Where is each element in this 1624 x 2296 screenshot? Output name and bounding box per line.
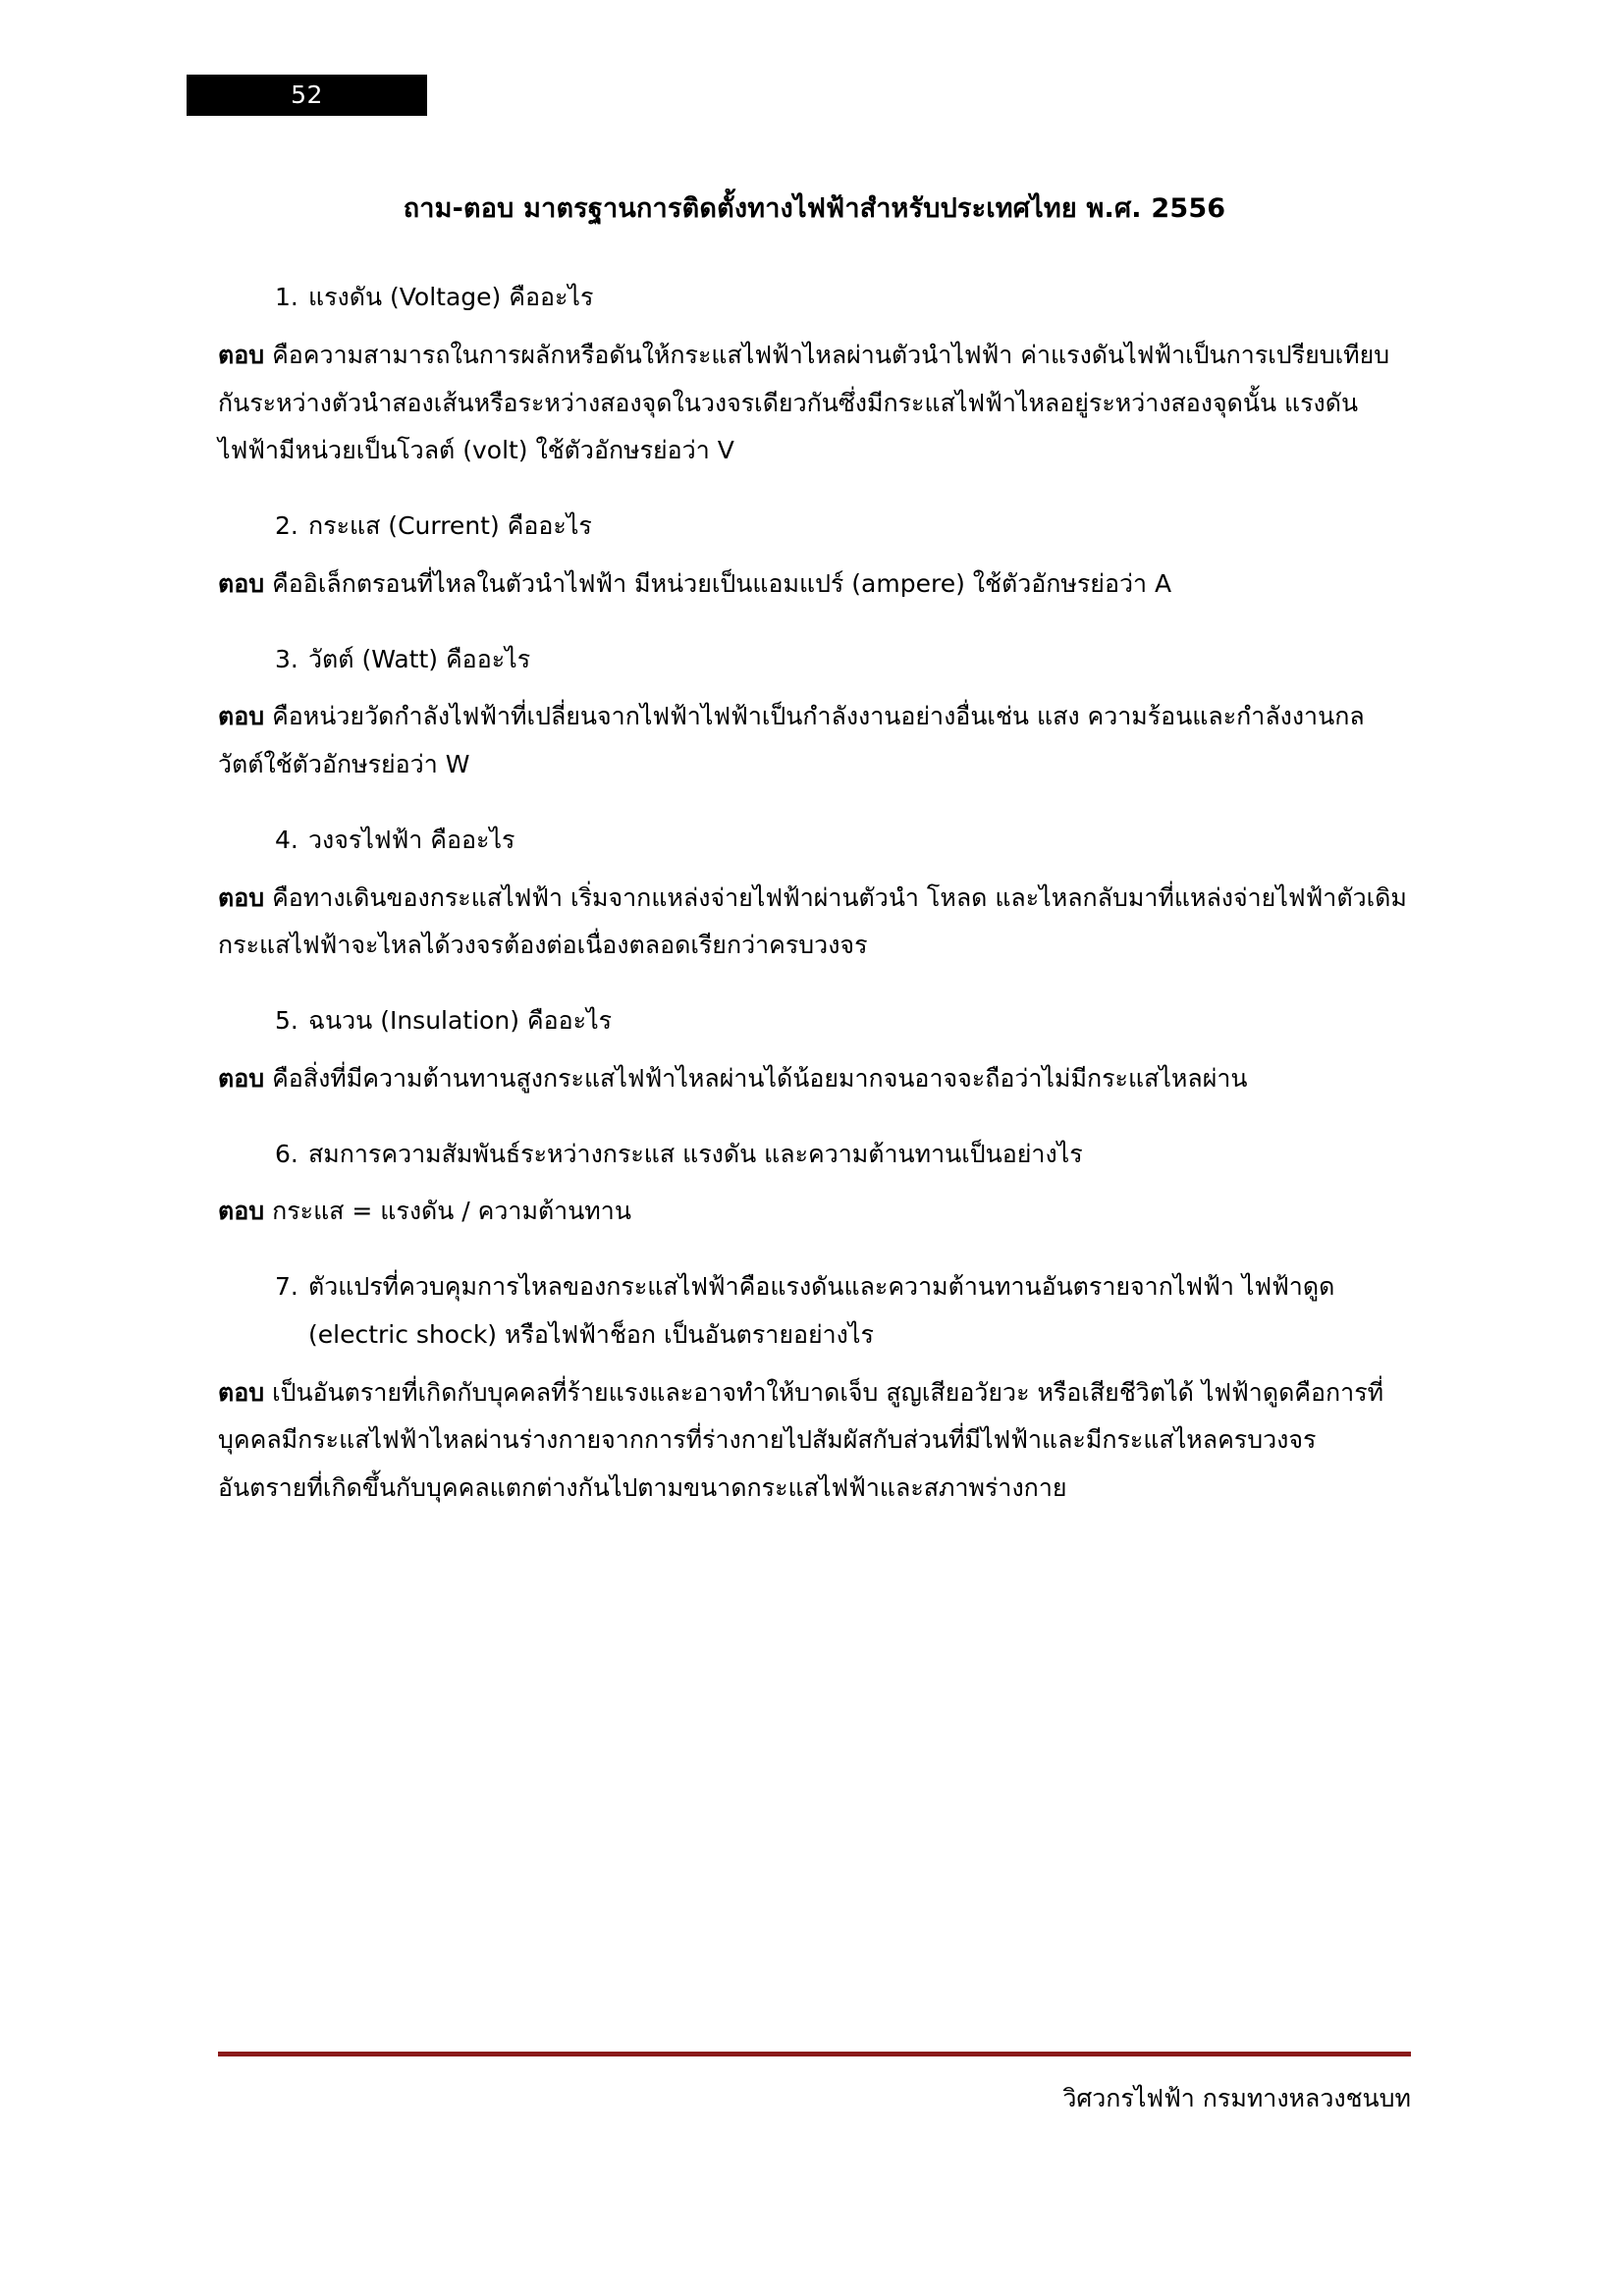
question-text: แรงดัน (Voltage) คืออะไร bbox=[308, 283, 594, 311]
footer-divider bbox=[218, 2052, 1411, 2056]
question-number: 2. bbox=[275, 511, 298, 540]
question-line bbox=[218, 1263, 1411, 1360]
page-title: ถาม-ตอบ มาตรฐานการติดตั้งทางไฟฟ้าสำหรับประเทศไทย พ.ศ. 2556 bbox=[403, 193, 1226, 224]
answer-paragraph bbox=[218, 1369, 1411, 1513]
question-text: ฉนวน (Insulation) คืออะไร bbox=[308, 1006, 613, 1035]
answer-text: กระแส = แรงดัน / ความต้านทาน bbox=[264, 1197, 631, 1226]
answer-paragraph bbox=[218, 1055, 1411, 1103]
answer-text: คือหน่วยวัดกำลังไฟฟ้าที่เปลี่ยนจากไฟฟ้าไฟฟ้าเป็นกำลังงานอย่างอื่นเช่น แสง ความร้อนและกำลังงานกล วัตต์ใช้ตัวอักษรย่อว่า W bbox=[218, 702, 1365, 778]
question-text: สมการความสัมพันธ์ระหว่างกระแส แรงดัน และความต้านทานเป็นอย่างไร bbox=[308, 1139, 1083, 1168]
answer-text: คือความสามารถในการผลักหรือดันให้กระแสไฟฟ้าไหลผ่านตัวนำไฟฟ้า ค่าแรงดันไฟฟ้าเป็นการเปรียบเทียบกันระหว่างตัวนำสองเส้นหรือระหว่างสองจุดในวงจรเดียวกันซึ่งมีกระแสไฟฟ้าไหลอยู่ระหว่างสองจุดนั้น แรงดันไฟฟ้ามีหน่วยเป็นโวลต์ (volt) ใช้ตัวอักษรย่อว่า V bbox=[218, 340, 1390, 465]
answer-label: ตอบ bbox=[218, 568, 265, 598]
answer-text: คือทางเดินของกระแสไฟฟ้า เริ่มจากแหล่งจ่ายไฟฟ้าผ่านตัวนำ โหลด และไหลกลับมาที่แหล่งจ่ายไฟฟ้าตัวเดิม กระแสไฟฟ้าจะไหลได้วงจรต้องต่อเนื่องตลอดเรียกว่าครบวงจร bbox=[218, 882, 1407, 960]
question-text: ตัวแปรที่ควบคุมการไหลของกระแสไฟฟ้าคือแรงดันและความต้านทานอันตรายจากไฟฟ้า ไฟฟ้าดูด (electric shock) หรือไฟฟ้าช็อก เป็นอันตรายอย่างไร bbox=[308, 1272, 1335, 1349]
qa-item bbox=[218, 817, 1411, 970]
answer-text: เป็นอันตรายที่เกิดกับบุคคลที่ร้ายแรงและอาจทำให้บาดเจ็บ สูญเสียอวัยวะ หรือเสียชีวิตได้ ไฟฟ้าดูดคือการที่บุคคลมีกระแสไฟฟ้าไหลผ่านร่างกายจากการที่ร่างกายไปสัมผัสกับส่วนที่มีไฟฟ้าและมีกระแสไหลครบวงจร อันตรายที่เกิดขึ้นกับบุคคลแตกต่างกันไปตามขนาดกระแสไฟฟ้าและสภาพร่างกาย bbox=[218, 1377, 1384, 1502]
answer-paragraph bbox=[218, 332, 1411, 475]
question-number: 7. bbox=[275, 1272, 298, 1301]
question-number: 6. bbox=[275, 1139, 298, 1168]
answer-label: ตอบ bbox=[218, 882, 265, 912]
qa-item bbox=[218, 1131, 1411, 1237]
qa-item bbox=[218, 274, 1411, 475]
question-line bbox=[218, 1131, 1411, 1179]
answer-label: ตอบ bbox=[218, 1197, 265, 1226]
question-line bbox=[218, 636, 1411, 684]
question-text: วัตต์ (Watt) คืออะไร bbox=[308, 644, 531, 673]
answer-label: ตอบ bbox=[218, 1063, 265, 1093]
question-text: วงจรไฟฟ้า คืออะไร bbox=[308, 825, 515, 854]
qa-item bbox=[218, 997, 1411, 1103]
question-line bbox=[218, 997, 1411, 1045]
answer-text: คือสิ่งที่มีความต้านทานสูงกระแสไฟฟ้าไหลผ่านได้น้อยมากจนอาจจะถือว่าไม่มีกระแสไหลผ่าน bbox=[264, 1063, 1248, 1093]
answer-paragraph bbox=[218, 561, 1411, 609]
answer-paragraph bbox=[218, 693, 1411, 789]
qa-item bbox=[218, 1263, 1411, 1513]
question-text: กระแส (Current) คืออะไร bbox=[308, 511, 592, 540]
question-number: 4. bbox=[275, 825, 298, 854]
answer-text: คืออิเล็กตรอนที่ไหลในตัวนำไฟฟ้า มีหน่วยเป็นแอมแปร์ (ampere) ใช้ตัวอักษรย่อว่า A bbox=[264, 568, 1172, 598]
question-number: 3. bbox=[275, 644, 298, 673]
answer-paragraph bbox=[218, 875, 1411, 971]
answer-label: ตอบ bbox=[218, 340, 265, 369]
question-line bbox=[218, 817, 1411, 865]
answer-paragraph bbox=[218, 1188, 1411, 1236]
question-line bbox=[218, 274, 1411, 322]
question-line bbox=[218, 503, 1411, 551]
footer-text: วิศวกรไฟฟ้า กรมทางหลวงชนบท bbox=[1062, 2084, 1411, 2112]
page-number-badge: 52 bbox=[187, 75, 427, 116]
answer-label: ตอบ bbox=[218, 702, 265, 731]
answer-label: ตอบ bbox=[218, 1377, 265, 1407]
question-number: 5. bbox=[275, 1006, 298, 1035]
qa-item bbox=[218, 636, 1411, 789]
document-body bbox=[218, 187, 1411, 1540]
qa-item bbox=[218, 503, 1411, 609]
question-number: 1. bbox=[275, 283, 298, 311]
